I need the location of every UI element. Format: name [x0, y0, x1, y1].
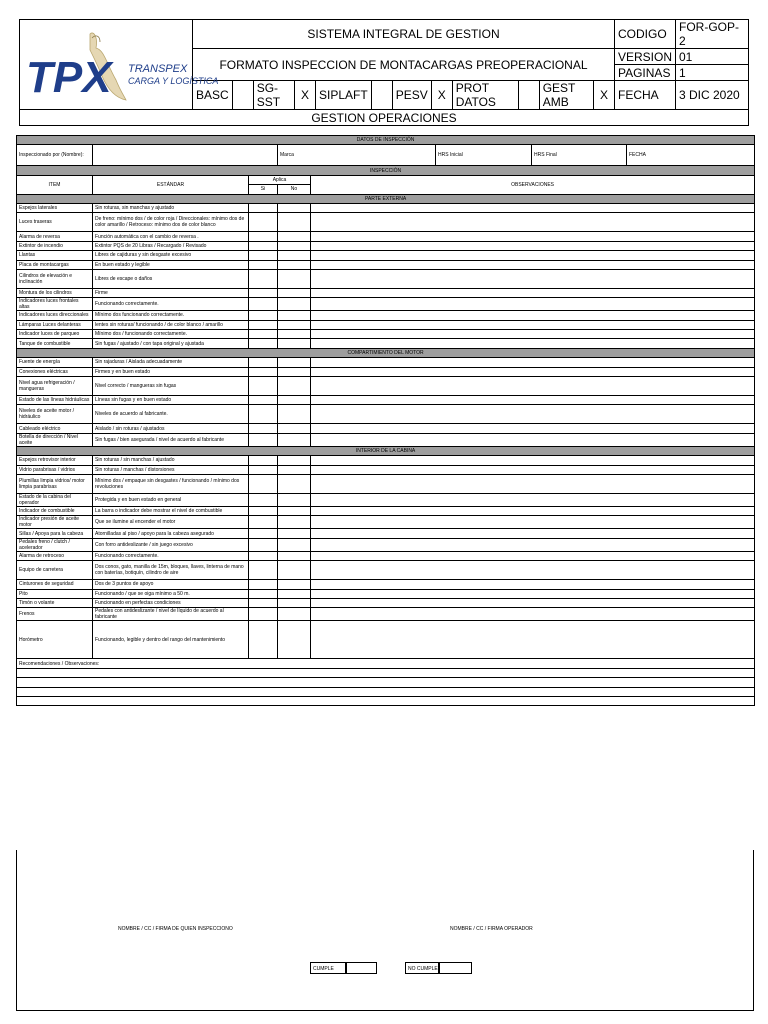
row-no-cell[interactable]: [278, 330, 311, 339]
row-observation-cell[interactable]: [311, 456, 755, 465]
pass-label: CUMPLE: [310, 962, 346, 974]
row-standard: Libres de cajiduras y sin desgaste excesivo: [93, 251, 249, 260]
inspector-signature-label: NOMBRE / CC / FIRMA DE QUIEN INSPECCIONO: [118, 926, 233, 932]
row-no-cell[interactable]: [278, 339, 311, 348]
row-standard: Libres de escape o daños: [93, 269, 249, 288]
row-standard: Pedales con antideslizante / nivel de líquido de acuerdo al fabricante: [93, 608, 249, 621]
table-row: [17, 311, 755, 320]
row-item: Horómetro: [17, 621, 93, 659]
row-observation-cell[interactable]: [311, 396, 755, 405]
row-standard: Sin rajaduras / Aislada adecuadamente: [93, 358, 249, 367]
system-pesv-mark: X: [431, 81, 452, 110]
table-row: [17, 269, 755, 288]
row-no-cell[interactable]: [278, 269, 311, 288]
row-no-cell[interactable]: [278, 506, 311, 515]
fail-checkbox[interactable]: [439, 962, 472, 974]
row-no-cell[interactable]: [278, 232, 311, 241]
row-observation-cell[interactable]: [311, 621, 755, 659]
svg-text:TPX: TPX: [26, 53, 112, 102]
row-yes-cell[interactable]: [249, 288, 278, 297]
row-yes-cell[interactable]: [249, 551, 278, 560]
row-observation-cell[interactable]: [311, 339, 755, 348]
system-sgsst: SG-SST: [253, 81, 294, 110]
row-no-cell[interactable]: [278, 551, 311, 560]
row-observation-cell[interactable]: [311, 203, 755, 212]
table-row: [17, 506, 755, 515]
row-yes-cell[interactable]: [249, 377, 278, 396]
row-item: Botella de dirección / Nivel aceite: [17, 433, 93, 446]
row-yes-cell[interactable]: [249, 608, 278, 621]
table-row: [17, 474, 755, 493]
row-yes-cell[interactable]: [249, 311, 278, 320]
row-item: Indicadores luces frontales altas: [17, 298, 93, 311]
row-yes-cell[interactable]: [249, 538, 278, 551]
row-no-cell[interactable]: [278, 213, 311, 232]
inspected-by-label: Inspeccionado por (Nombre):: [17, 145, 93, 166]
row-standard: Atornilladas al piso / apoyo para la cabeza asegurado: [93, 529, 249, 538]
row-yes-cell[interactable]: [249, 580, 278, 589]
row-yes-cell[interactable]: [249, 474, 278, 493]
row-observation-cell[interactable]: [311, 405, 755, 424]
row-observation-cell[interactable]: [311, 288, 755, 297]
row-standard: Funcionando correctamente.: [93, 298, 249, 311]
system-prot-datos-mark: [518, 81, 539, 110]
row-standard: Sin roturas / sin manchas / ajustado: [93, 456, 249, 465]
row-no-cell[interactable]: [278, 465, 311, 474]
row-observation-cell[interactable]: [311, 474, 755, 493]
system-sgsst-mark: X: [295, 81, 316, 110]
row-no-cell[interactable]: [278, 561, 311, 580]
system-gest-amb: GEST AMB: [539, 81, 593, 110]
row-no-cell[interactable]: [278, 260, 311, 269]
row-observation-cell[interactable]: [311, 311, 755, 320]
row-observation-cell[interactable]: [311, 232, 755, 241]
row-no-cell[interactable]: [278, 367, 311, 376]
recommendation-field[interactable]: [17, 687, 755, 696]
row-observation-cell[interactable]: [311, 561, 755, 580]
section-title: PARTE EXTERNA: [17, 194, 755, 203]
row-observation-cell[interactable]: [311, 608, 755, 621]
area-title: GESTION OPERACIONES: [20, 110, 749, 126]
row-item: Indicadores luces direccionales: [17, 311, 93, 320]
row-item: Plumillas limpia vidrios/ motor limpia parabrisas: [17, 474, 93, 493]
row-item: Indicador de combustible: [17, 506, 93, 515]
row-no-cell[interactable]: [278, 598, 311, 607]
row-item: Lámparas Luces delanteras: [17, 320, 93, 329]
row-no-cell[interactable]: [278, 529, 311, 538]
row-no-cell[interactable]: [278, 396, 311, 405]
row-yes-cell[interactable]: [249, 621, 278, 659]
row-yes-cell[interactable]: [249, 396, 278, 405]
row-yes-cell[interactable]: [249, 465, 278, 474]
table-row: [17, 621, 755, 659]
system-gest-amb-mark: X: [593, 81, 614, 110]
form-bottom-border: [16, 1010, 754, 1011]
row-item: Nivel agua refrigeración / mangueras: [17, 377, 93, 396]
col-item: ITEM: [17, 175, 93, 194]
row-no-cell[interactable]: [278, 424, 311, 433]
row-observation-cell[interactable]: [311, 298, 755, 311]
table-row: [17, 551, 755, 560]
col-no: No: [278, 185, 311, 194]
row-yes-cell[interactable]: [249, 241, 278, 250]
row-observation-cell[interactable]: [311, 367, 755, 376]
row-standard: Firmes y en buen estado: [93, 367, 249, 376]
row-standard: Funcionando correctamente.: [93, 551, 249, 560]
row-observation-cell[interactable]: [311, 260, 755, 269]
table-row: [17, 241, 755, 250]
row-no-cell[interactable]: [278, 251, 311, 260]
row-observation-cell[interactable]: [311, 320, 755, 329]
row-item: Placa de montacargas: [17, 260, 93, 269]
row-yes-cell[interactable]: [249, 598, 278, 607]
system-pesv: PESV: [392, 81, 431, 110]
row-standard: Dos conos, gato, manilla de 15m, bloques, llaves, linterna de mano con baterías, botiquín, cilindro de aire: [93, 561, 249, 580]
row-yes-cell[interactable]: [249, 213, 278, 232]
row-yes-cell[interactable]: [249, 405, 278, 424]
row-item: Sillas / Apoya para la cabeza: [17, 529, 93, 538]
table-row: [17, 320, 755, 329]
table-row: [17, 358, 755, 367]
row-standard: Líneas sin fugas y en buen estado: [93, 396, 249, 405]
row-yes-cell[interactable]: [249, 251, 278, 260]
row-standard: Funcionando en perfectas condiciones: [93, 598, 249, 607]
table-row: [17, 203, 755, 212]
section-inspection-data: DATOS DE INSPECCIÓN: [17, 136, 755, 145]
row-yes-cell[interactable]: [249, 589, 278, 598]
row-item: Vidrio parabrisas / vidrios: [17, 465, 93, 474]
row-yes-cell[interactable]: [249, 456, 278, 465]
system-basc: BASC: [193, 81, 233, 110]
table-row: [17, 298, 755, 311]
row-observation-cell[interactable]: [311, 551, 755, 560]
table-row: [17, 260, 755, 269]
row-observation-cell[interactable]: [311, 465, 755, 474]
row-item: Fuente de energía: [17, 358, 93, 367]
table-row: [17, 288, 755, 297]
brand-label: Marca: [278, 145, 436, 166]
hrs-end-label: HRS Final: [532, 145, 627, 166]
row-yes-cell[interactable]: [249, 320, 278, 329]
row-standard: Funcionando / que se oiga mínimo a 50 m.: [93, 589, 249, 598]
row-standard: De freno: mínimo dos / de color roja / Direccionales: mínimo dos de color amarillo / Retroceso: mínimo dos de color blanco: [93, 213, 249, 232]
section-title: COMPARTIMIENTO DEL MOTOR: [17, 348, 755, 357]
row-item: Conexiones eléctricas: [17, 367, 93, 376]
row-no-cell[interactable]: [278, 311, 311, 320]
recommendation-field[interactable]: [17, 678, 755, 687]
meta-label-date: FECHA: [614, 81, 675, 110]
row-standard: Sin fugas / ajustado / con tapa original y ajustada: [93, 339, 249, 348]
row-no-cell[interactable]: [278, 377, 311, 396]
row-yes-cell[interactable]: [249, 330, 278, 339]
system-siplaft: SIPLAFT: [316, 81, 372, 110]
row-standard: Función automática con el cambio de reversa .: [93, 232, 249, 241]
table-row: [17, 493, 755, 506]
row-observation-cell[interactable]: [311, 330, 755, 339]
row-standard: Dos de 3 puntos de apoyo: [93, 580, 249, 589]
row-no-cell[interactable]: [278, 241, 311, 250]
recommendation-line: [17, 687, 755, 696]
row-yes-cell[interactable]: [249, 203, 278, 212]
row-yes-cell[interactable]: [249, 493, 278, 506]
row-item: Frenos: [17, 608, 93, 621]
row-standard: lentes sin roturas/ funcionando / de color blanco / amarillo: [93, 320, 249, 329]
recommendation-line: [17, 696, 755, 705]
row-yes-cell[interactable]: [249, 424, 278, 433]
row-standard: En buen estado y legible: [93, 260, 249, 269]
table-row: [17, 232, 755, 241]
system-title: SISTEMA INTEGRAL DE GESTION: [193, 20, 615, 49]
row-standard: Mínimo dos funcionando correctamente.: [93, 311, 249, 320]
row-no-cell[interactable]: [278, 474, 311, 493]
row-observation-cell[interactable]: [311, 598, 755, 607]
row-no-cell[interactable]: [278, 580, 311, 589]
table-row: [17, 424, 755, 433]
row-item: Estado de las líneas hidráulicas: [17, 396, 93, 405]
row-item: Montura de los cilindros: [17, 288, 93, 297]
row-observation-cell[interactable]: [311, 516, 755, 529]
row-observation-cell[interactable]: [311, 424, 755, 433]
col-applies: Aplica: [249, 175, 311, 184]
inspected-by-field[interactable]: [93, 145, 278, 166]
format-title: FORMATO INSPECCION DE MONTACARGAS PREOPERACIONAL: [193, 49, 615, 81]
table-row: [17, 580, 755, 589]
row-standard: Nivel correcto / mangueras sin fugas: [93, 377, 249, 396]
row-yes-cell[interactable]: [249, 529, 278, 538]
row-item: Luces traseras: [17, 213, 93, 232]
system-basc-mark: [232, 81, 253, 110]
table-row: [17, 538, 755, 551]
col-observations: OBSERVACIONES: [311, 175, 755, 194]
form-left-border: [16, 850, 17, 1010]
row-item: Llantas: [17, 251, 93, 260]
row-yes-cell[interactable]: [249, 561, 278, 580]
row-observation-cell[interactable]: [311, 377, 755, 396]
row-no-cell[interactable]: [278, 288, 311, 297]
row-item: Extintor de incendio: [17, 241, 93, 250]
table-row: [17, 367, 755, 376]
row-standard: Sin fugas / bien asegurada / nivel de acuerdo al fabricante: [93, 433, 249, 446]
table-row: [17, 433, 755, 446]
row-no-cell[interactable]: [278, 298, 311, 311]
row-observation-cell[interactable]: [311, 493, 755, 506]
row-no-cell[interactable]: [278, 516, 311, 529]
row-item: Equipo de carretera: [17, 561, 93, 580]
row-observation-cell[interactable]: [311, 213, 755, 232]
row-item: Tanque de combustible: [17, 339, 93, 348]
table-row: [17, 251, 755, 260]
row-yes-cell[interactable]: [249, 433, 278, 446]
meta-value-date: 3 DIC 2020: [676, 81, 749, 110]
meta-value-version: 01: [676, 49, 749, 65]
row-no-cell[interactable]: [278, 405, 311, 424]
table-row: [17, 330, 755, 339]
row-item: Cableado eléctrico: [17, 424, 93, 433]
recommendation-field[interactable]: [17, 696, 755, 705]
row-yes-cell[interactable]: [249, 339, 278, 348]
recommendation-line: [17, 668, 755, 677]
table-row: [17, 396, 755, 405]
row-item: Estado de la cabina del operador: [17, 493, 93, 506]
form-header: [19, 19, 749, 126]
row-item: Espejos laterales: [17, 203, 93, 212]
form-right-border: [753, 850, 754, 1010]
recommendation-field[interactable]: [17, 668, 755, 677]
row-no-cell[interactable]: [278, 608, 311, 621]
hrs-start-label: HRS Inicial: [436, 145, 532, 166]
table-row: [17, 213, 755, 232]
operator-signature-label: NOMBRE / CC / FIRMA OPERADOR: [450, 926, 533, 932]
col-standard: ESTÁNDAR: [93, 175, 249, 194]
row-no-cell[interactable]: [278, 621, 311, 659]
row-no-cell[interactable]: [278, 589, 311, 598]
row-yes-cell[interactable]: [249, 506, 278, 515]
table-row: [17, 561, 755, 580]
row-standard: Sin roturas, sin manchas y ajustado: [93, 203, 249, 212]
row-yes-cell[interactable]: [249, 232, 278, 241]
row-standard: Extintor PQS de 20 Libras / Recargado / Revisado: [93, 241, 249, 250]
table-row: [17, 377, 755, 396]
row-observation-cell[interactable]: [311, 433, 755, 446]
row-no-cell[interactable]: [278, 493, 311, 506]
row-standard: Mínimo dos / funcionando correctamente.: [93, 330, 249, 339]
row-yes-cell[interactable]: [249, 298, 278, 311]
row-standard: Firme: [93, 288, 249, 297]
table-row: [17, 516, 755, 529]
row-no-cell[interactable]: [278, 320, 311, 329]
row-item: Indicador luces de parqueo: [17, 330, 93, 339]
date-label: FECHA: [627, 145, 755, 166]
row-no-cell[interactable]: [278, 456, 311, 465]
row-item: Alarma de retroceso: [17, 551, 93, 560]
row-item: Alarma de reversa: [17, 232, 93, 241]
row-item: Espejos retrovisor interior: [17, 456, 93, 465]
table-row: [17, 529, 755, 538]
row-yes-cell[interactable]: [249, 269, 278, 288]
row-standard: Con forro antideslizante / sin juego excesivo: [93, 538, 249, 551]
row-standard: La barra o indicador debe mostrar el nivel de combustible: [93, 506, 249, 515]
table-row: [17, 465, 755, 474]
row-item: Pito: [17, 589, 93, 598]
row-standard: Protegida y en buen estado en general: [93, 493, 249, 506]
meta-value-code: FOR-GOP-2: [676, 20, 749, 49]
meta-label-pages: PAGINAS: [614, 65, 675, 81]
row-yes-cell[interactable]: [249, 367, 278, 376]
section-title: INTERIOR DE LA CABINA: [17, 446, 755, 455]
row-no-cell[interactable]: [278, 433, 311, 446]
section-inspection: INSPECCIÓN: [17, 166, 755, 175]
row-observation-cell[interactable]: [311, 251, 755, 260]
inspection-form: [16, 135, 755, 706]
fail-label: NO CUMPLE: [405, 962, 439, 974]
row-no-cell[interactable]: [278, 203, 311, 212]
meta-label-code: CODIGO: [614, 20, 675, 49]
row-observation-cell[interactable]: [311, 580, 755, 589]
table-row: [17, 608, 755, 621]
row-standard: Sin roturas / manchas / distorsiones: [93, 465, 249, 474]
row-observation-cell[interactable]: [311, 358, 755, 367]
row-no-cell[interactable]: [278, 538, 311, 551]
row-standard: Mínimo dos / empaque sin desgastes / funcionando / mínimo dos revoluciones: [93, 474, 249, 493]
pass-checkbox[interactable]: [346, 962, 377, 974]
row-item: Timón o volante: [17, 598, 93, 607]
svg-text:TRANSPEX: TRANSPEX: [128, 63, 188, 75]
recommendation-line: [17, 678, 755, 687]
row-item: Cinturones de seguridad: [17, 580, 93, 589]
table-row: [17, 598, 755, 607]
system-prot-datos: PROT DATOS: [452, 81, 518, 110]
row-observation-cell[interactable]: [311, 506, 755, 515]
row-observation-cell[interactable]: [311, 241, 755, 250]
svg-text:CARGA Y LOGÍSTICA: CARGA Y LOGÍSTICA: [128, 76, 219, 86]
meta-label-version: VERSION: [614, 49, 675, 65]
table-row: [17, 589, 755, 598]
system-siplaft-mark: [371, 81, 392, 110]
row-standard: Niveles de acuerdo al fabricante.: [93, 405, 249, 424]
row-yes-cell[interactable]: [249, 358, 278, 367]
row-item: Cilindros de elevación e inclinación: [17, 269, 93, 288]
row-standard: Funcionando, legible y dentro del rango del mantenimiento: [93, 621, 249, 659]
table-row: [17, 405, 755, 424]
row-no-cell[interactable]: [278, 358, 311, 367]
row-standard: Aislado / sin roturas / ajustados: [93, 424, 249, 433]
row-item: Indicador presión de aceite motor: [17, 516, 93, 529]
row-observation-cell[interactable]: [311, 529, 755, 538]
row-item: Pedales freno / clutch / acelerador: [17, 538, 93, 551]
col-yes: Si: [249, 185, 278, 194]
row-item: Niveles de aceite motor / hidráulico: [17, 405, 93, 424]
row-yes-cell[interactable]: [249, 260, 278, 269]
row-observation-cell[interactable]: [311, 589, 755, 598]
table-row: [17, 339, 755, 348]
row-standard: Que se ilumine al encender el motor: [93, 516, 249, 529]
row-observation-cell[interactable]: [311, 538, 755, 551]
row-yes-cell[interactable]: [249, 516, 278, 529]
recommendations-label: Recomendaciones / Observaciones:: [17, 659, 755, 668]
table-row: [17, 456, 755, 465]
row-observation-cell[interactable]: [311, 269, 755, 288]
meta-value-pages: 1: [676, 65, 749, 81]
